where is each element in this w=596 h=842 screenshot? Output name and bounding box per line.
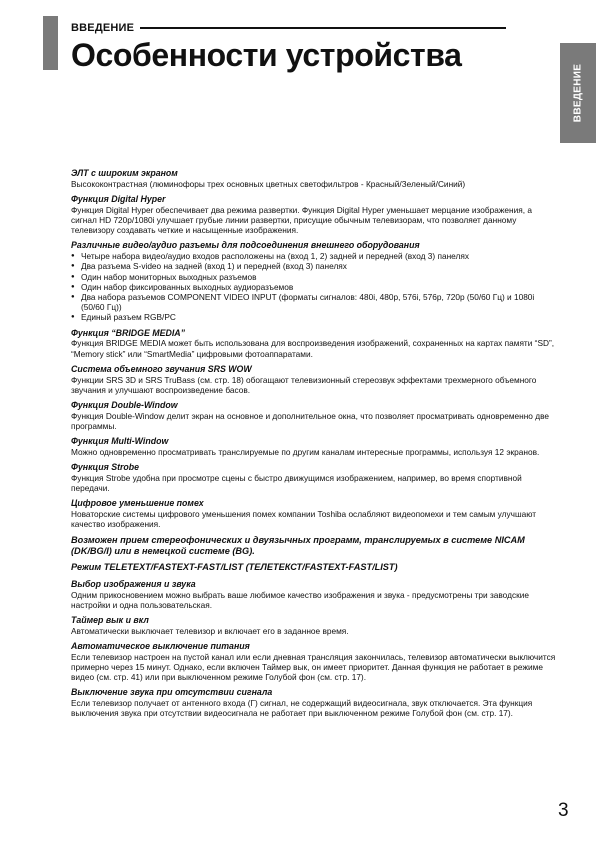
feature-heading: Функция Strobe bbox=[71, 462, 140, 473]
feature-heading: Выключение звука при отсутствии сигнала bbox=[71, 687, 273, 698]
feature-text: Функция Strobe удобна при просмотре сцены с быстро движущимся изображением, например, во время спортивной передачи. bbox=[71, 473, 522, 494]
header-accent-bar bbox=[43, 16, 58, 70]
feature-heading: Возможен прием стереофонических и двуязычных программ, транслируемых в системе NICAM (DK/BG/I) или в немецкой системе (BG). bbox=[71, 534, 525, 557]
feature-srs-wow bbox=[71, 364, 556, 395]
feature-text: Можно одновременно просматривать транслируемые по другим каналам интересные программы, используя 12 экранов. bbox=[71, 447, 540, 458]
bullet-item: ● Два набора разъемов COMPONENT VIDEO INPUT (форматы сигналов: 480i, 480p, 576i, 576p, 720p (50/60 Гц) и 1080i (50/60 Гц)) bbox=[71, 292, 556, 312]
page-title: Особенности устройства bbox=[71, 37, 462, 73]
feature-heading: Функция Double-Window bbox=[71, 400, 178, 411]
feature-heading: ЭЛТ с широким экраном bbox=[71, 168, 178, 178]
bullet-item: ● Четыре набора видео/аудио входов расположены на (вход 1, 2) задней и передней (вход 3) панелях bbox=[71, 251, 556, 261]
feature-heading: Система объемного звучания SRS WOW bbox=[71, 363, 252, 374]
feature-text: Новаторские системы цифрового уменьшения помех компании Toshiba ослабляют видеопомехи и тем самым улучшают качество изображения. bbox=[71, 509, 537, 530]
feature-heading: Функция “BRIDGE MEDIA” bbox=[71, 327, 186, 338]
section-label-text: ВВЕДЕНИЕ bbox=[71, 22, 135, 34]
feature-text: Функция Digital Hyper обеспечивает два режима развертки. Функция Digital Hyper уменьшает мерцание изображения, а сигнал HD 720p/1080i улучшает грубые линии развертки, присущие обычным телевизорам, что позволяет данному телевизору создавать четкие и насыщенные изображения. bbox=[71, 204, 532, 236]
feature-timer bbox=[71, 615, 556, 636]
features-list bbox=[71, 168, 556, 724]
feature-double-window bbox=[71, 400, 556, 431]
feature-text: Если телевизор настроен на пустой канал или если дневная трансляция закончилась, телевизор автоматически выключится примерно через 15 минут. Однако, если включен Таймер вык, он имеет приоритет. Данная функция не работает в режиме видео (см. стр. 41) или при выключенном режиме Голубой фон (см. стр. 17). bbox=[71, 651, 556, 683]
feature-heading: Цифровое уменьшение помех bbox=[71, 498, 204, 509]
bullet-item: ● Один набор мониторных выходных разъемов bbox=[71, 272, 556, 282]
feature-bridge-media bbox=[71, 328, 556, 359]
feature-heading: Режим TELETEXT/FASTEXT-FAST/LIST (ТЕЛЕТЕКСТ/FASTEXT-FAST/LIST) bbox=[71, 562, 398, 573]
feature-text: Если телевизор получает от антенного входа (Г) сигнал, не содержащий видеосигнала, звук отключается. Эта функция выключения звука при отсутствии видеосигнала не работает при выключенном режиме Голубой фон (см. стр. 17). bbox=[71, 698, 533, 719]
feature-digital-hyper bbox=[71, 194, 556, 235]
connector-bullet-list bbox=[71, 251, 556, 322]
feature-heading: Автоматическое выключение питания bbox=[71, 641, 250, 652]
feature-text: Функция BRIDGE MEDIA может быть использована для воспроизведения изображений, сохраненных на картах памяти “SD”, “Memory stick” или “SmartMedia” цифровыми фотоаппаратами. bbox=[71, 338, 555, 359]
feature-picture-sound bbox=[71, 579, 556, 610]
feature-auto-power-off bbox=[71, 641, 556, 682]
feature-teletext bbox=[71, 562, 556, 573]
feature-text: Функция Double-Window делит экран на основное и дополнительное окна, что позволяет просматривать одновременно две программы. bbox=[71, 410, 549, 432]
bullet-item: ● Один набор фиксированных выходных аудиоразъемов bbox=[71, 282, 556, 292]
feature-heading: Таймер вык и вкл bbox=[71, 615, 149, 626]
feature-text: Высококонтрастная (люминофоры трех основных цветных светофильтров - Красный/Зеленый/Синий) bbox=[71, 178, 466, 189]
page-number: 3 bbox=[558, 800, 569, 821]
feature-no-signal-mute bbox=[71, 687, 556, 718]
bullet-item: ● Единый разъем RGB/PC bbox=[71, 312, 556, 322]
feature-text: Одним прикосновением можно выбрать ваше любимое качество изображения и звука - предусмотрены три заводские настройки и одна пользовательская. bbox=[71, 589, 529, 610]
feature-crt bbox=[71, 168, 556, 189]
section-label bbox=[71, 22, 506, 34]
feature-multi-window bbox=[71, 436, 556, 457]
feature-text: Функции SRS 3D и SRS TruBass (см. стр. 18) обогащают телевизионный стереозвук эффектами трехмерного объемного звучания и улучшают воспроизведение басов. bbox=[71, 374, 537, 395]
feature-heading: Функция Digital Hyper bbox=[71, 194, 166, 204]
feature-heading: Функция Multi-Window bbox=[71, 436, 169, 447]
feature-nicam bbox=[71, 535, 556, 558]
section-label-rule bbox=[140, 27, 506, 29]
feature-text: Автоматически выключает телевизор и включает его в заданное время. bbox=[71, 625, 349, 636]
feature-heading: Выбор изображения и звука bbox=[71, 578, 196, 589]
feature-connectors bbox=[71, 240, 556, 322]
side-section-tab-label: ВВЕДЕНИЕ bbox=[572, 63, 584, 123]
feature-heading: Различные видео/аудио разъемы для подсоединения внешнего оборудования bbox=[71, 240, 420, 251]
side-section-tab bbox=[560, 43, 596, 143]
feature-strobe bbox=[71, 462, 556, 493]
feature-noise-reduction bbox=[71, 498, 556, 529]
bullet-item: ● Два разъема S-video на задней (вход 1) и передней (вход 3) панелях bbox=[71, 261, 556, 271]
